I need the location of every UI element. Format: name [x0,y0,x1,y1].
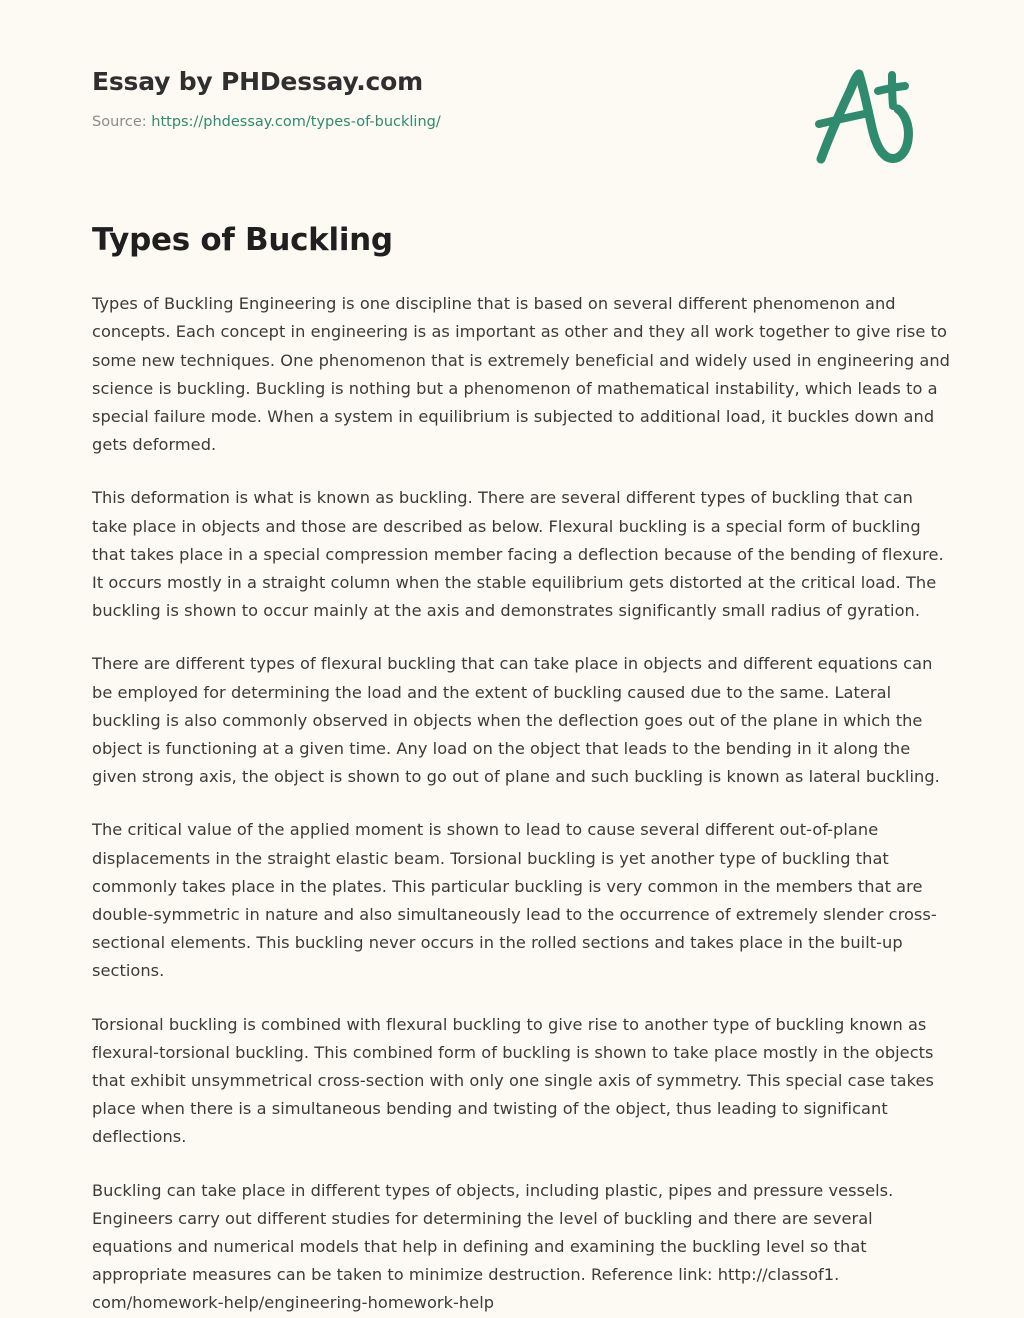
article-paragraph: This deformation is what is known as buckling. There are several different types of buckling that can take place in objects and those are described as below. Flexural buckling is a special form of buckling that takes place in a special compression member facing a deflection because of the bending of flexure. It occurs mostly in a straight column when the stable equilibrium gets distorted at the critical load. The buckling is shown to occur mainly at the axis and demonstrates significantly small radius of gyration. [92,488,944,621]
article-paragraph: Buckling can take place in different types of objects, including plastic, pipes and pressure vessels. Engineers carry out different studies for determining the level of buckling and there are several equations and numerical models that help in defining and examining the buckling level so that appropriate measures can be taken to minimize destruction. Reference link: http://classof1. com/homework-help/engineering-homework-help [92,1180,894,1313]
source-line [92,114,692,131]
brand-block [92,68,692,131]
brand-title: Essay by PHDessay.com [92,67,423,96]
article-paragraph: The critical value of the applied moment is shown to lead to cause several different out-of-plane displacements in the straight elastic beam. Torsional buckling is yet another type of buckling that commonly takes place in the plates. This particular buckling is very common in the members that are double-symmetric in nature and also simultaneously lead to the occurrence of extremely slender cross-sectional elements. This buckling never occurs in the rolled sections and takes place in the built-up sections. [92,820,937,981]
article-paragraph: Types of Buckling Engineering is one discipline that is based on several different phenomenon and concepts. Each concept in engineering is as important as other and they all work together to give rise to some new techniques. One phenomenon that is extremely beneficial and widely used in engineering and science is buckling. Buckling is nothing but a phenomenon of mathematical instability, which leads to a special failure mode. When a system in equilibrium is subjected to additional load, it buckles down and gets deformed. [92,294,951,455]
article-paragraph: There are different types of flexural buckling that can take place in objects and different equations can be employed for determining the load and the extent of buckling caused due to the same. Lateral buckling is also commonly observed in objects when the deflection goes out of the plane in which the object is functioning at a given time. Any load on the object that leads to the bending in it along the given strong axis, the object is shown to go out of plane and such buckling is known as lateral buckling. [92,654,940,787]
article-paragraph: Torsional buckling is combined with flexural buckling to give rise to another type of buckling known as flexural-torsional buckling. This combined form of buckling is shown to take place mostly in the objects that exhibit unsymmetrical cross-section with only one single axis of symmetry. This special case takes place when there is a simultaneous bending and twisting of the object, thus leading to significant deflections. [92,1014,934,1147]
a-plus-logo [806,62,926,172]
page-title: Types of Buckling [92,222,393,258]
article-body [92,290,950,1318]
page-header [0,0,1024,200]
article [92,222,950,1318]
source-label: Source: [92,113,147,130]
a-plus-logo-icon [806,62,926,172]
source-url-link[interactable]: https://phdessay.com/types-of-buckling/ [151,113,441,130]
